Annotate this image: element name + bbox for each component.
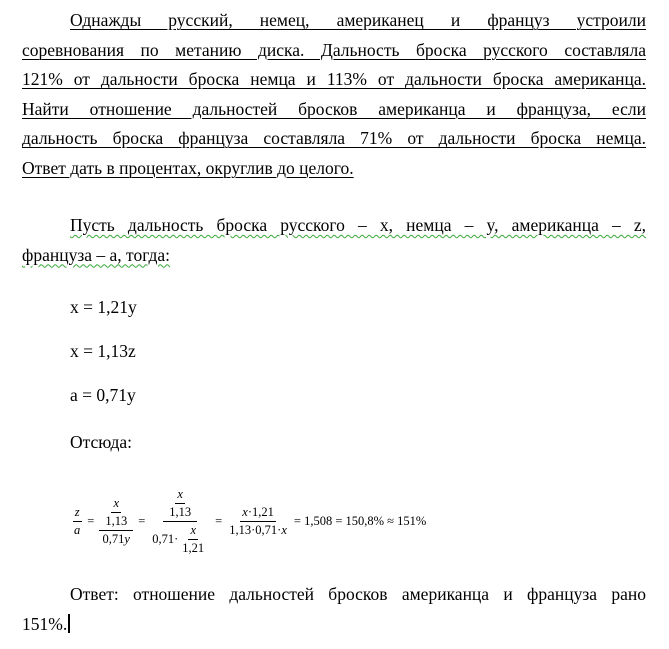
text-cursor bbox=[68, 614, 70, 633]
fraction-numerator bbox=[240, 505, 276, 522]
setup-line-2: француза – a, тогда: bbox=[22, 244, 171, 265]
problem-line-1: Однажды русский, немец, американец и француз устроили bbox=[70, 10, 646, 30]
fraction-numerator: z bbox=[73, 505, 82, 522]
fraction-numerator bbox=[163, 487, 197, 522]
var-y: y bbox=[124, 531, 130, 546]
inner-denominator: 1,13 bbox=[169, 504, 192, 519]
equals-sign: = bbox=[138, 513, 146, 528]
inner-numerator: x bbox=[175, 487, 185, 504]
derivation-formula bbox=[70, 476, 429, 566]
setup-paragraph bbox=[22, 211, 646, 270]
fraction-z-over-a bbox=[72, 505, 82, 538]
answer-value: 151%. bbox=[22, 613, 68, 634]
coef-113: 1,13 bbox=[229, 522, 252, 537]
inner-denominator: 1,13 bbox=[105, 513, 128, 528]
dot-operator: · bbox=[247, 504, 252, 519]
coef-071: 0,71 bbox=[255, 522, 278, 537]
problem-statement bbox=[22, 6, 646, 183]
fraction-denominator: a bbox=[74, 522, 81, 537]
answer-line-1: Ответ: отношение дальностей бросков американца и француза рано bbox=[70, 584, 646, 604]
equation-2: x = 1,13z bbox=[70, 341, 136, 361]
var-x: x bbox=[242, 504, 248, 519]
dot-operator: · bbox=[251, 522, 256, 537]
inner-numerator: x bbox=[111, 496, 121, 513]
dot-operator: · bbox=[277, 522, 282, 537]
hence-label: Отсюда: bbox=[70, 432, 132, 452]
inner-numerator: x bbox=[188, 523, 198, 540]
fraction-denominator bbox=[227, 522, 289, 538]
dot-operator: · bbox=[174, 531, 179, 546]
fraction-step-1 bbox=[99, 496, 133, 547]
fraction-denominator bbox=[150, 522, 210, 556]
problem-line-4: Найти отношение дальностей бросков американца и француза, если bbox=[22, 98, 646, 119]
result-value: = 1,508 = 150,8% ≈ 151% bbox=[293, 513, 427, 528]
equals-sign: = bbox=[87, 513, 95, 528]
coef-071: 0,71 bbox=[152, 531, 175, 546]
equation-3: a = 0,71y bbox=[70, 385, 136, 405]
fraction-denominator bbox=[101, 531, 132, 547]
inner-denominator: 1,21 bbox=[182, 540, 205, 555]
fraction-numerator bbox=[99, 496, 133, 531]
problem-line-6: Ответ дать в процентах, округлив до целого. bbox=[22, 157, 354, 178]
answer-line-2 bbox=[22, 610, 646, 640]
setup-line-1: Пусть дальность броска русского – x, немца – y, американца – z, bbox=[70, 215, 646, 235]
answer-paragraph bbox=[22, 580, 646, 639]
problem-line-3: 121% от дальности броска немца и 113% от дальности броска американца. bbox=[22, 69, 646, 89]
problem-line-5: дальность броска француза составляла 71% от дальности броска немца. bbox=[22, 128, 646, 148]
coef-071: 0,71 bbox=[102, 531, 125, 546]
equals-sign: = bbox=[215, 513, 223, 528]
equation-1: x = 1,21y bbox=[70, 297, 137, 317]
fraction-step-2 bbox=[150, 487, 210, 556]
var-x: x bbox=[281, 522, 287, 537]
coef-121: 1,21 bbox=[251, 504, 274, 519]
problem-line-2: соревнования по метанию диска. Дальность броска русского составляла bbox=[22, 39, 646, 60]
fraction-step-3 bbox=[227, 505, 289, 538]
